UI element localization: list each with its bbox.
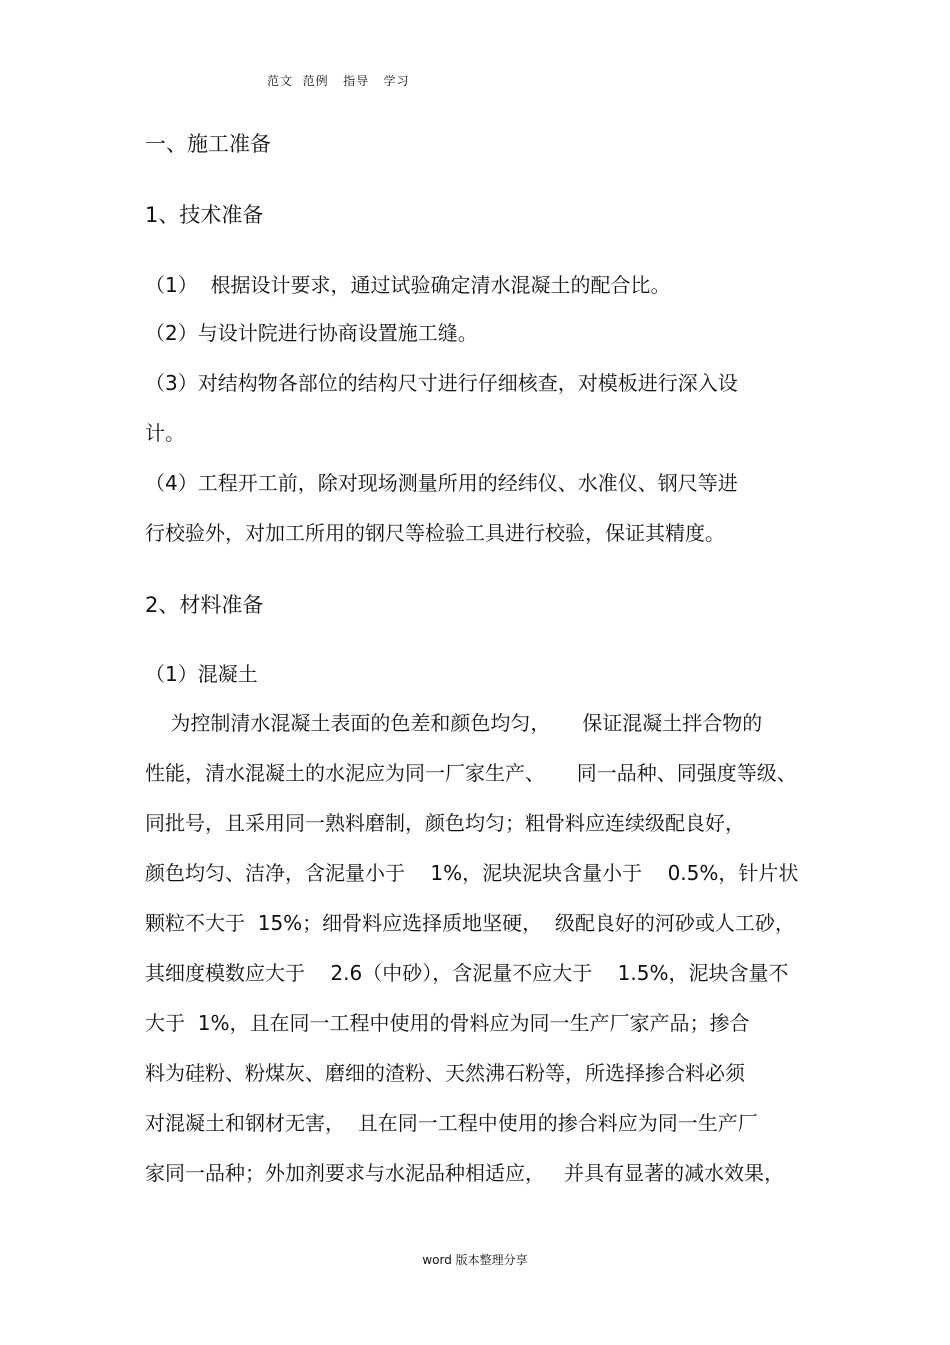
page-header: 范文 范例 指导 学习 [267,74,410,88]
paragraph-line: 为控制清水混凝土表面的色差和颜色均匀， 保证混凝土拌合物的 [145,711,763,735]
section-title: 一、施工准备 [145,132,271,156]
paragraph-line: 大于 1%，且在同一工程中使用的骨料应为同一生产厂家产品；掺合 [145,1011,750,1035]
paragraph-line: 性能，清水混凝土的水泥应为同一厂家生产、 同一品种、同强度等级、 [145,761,797,785]
paragraph-line: 颗粒不大于 15%；细骨料应选择质地坚硬， 级配良好的河砂或人工砂， [145,911,795,935]
page-footer: word 版本整理分享 [422,1253,528,1267]
paragraph-line: 对混凝土和钢材无害， 且在同一工程中使用的掺合料应为同一生产厂 [145,1111,758,1135]
paragraph-line: 料为硅粉、粉煤灰、磨细的渣粉、天然沸石粉等，所选择掺合料必须 [145,1061,745,1085]
paragraph-line: 家同一品种；外加剂要求与水泥品种相适应， 并具有显著的减水效果， [145,1161,785,1185]
paragraph-line: 其细度模数应大于 2.6（中砂），含泥量不应大于 1.5%，泥块含量不 [145,961,789,985]
subsection-title-tech: 1、技术准备 [145,203,264,227]
paragraph-line: 同批号，且采用同一熟料磨制，颜色均匀；粗骨料应连续级配良好， [145,811,745,835]
tech-item-3: （3）对结构物各部位的结构尺寸进行仔细核查，对模板进行深入设 [145,371,738,395]
tech-item-2: （2）与设计院进行协商设置施工缝。 [145,321,478,345]
tech-item-4: （4）工程开工前，除对现场测量所用的经纬仪、水准仪、钢尺等进 [145,471,738,495]
concrete-title: （1）混凝土 [145,662,258,686]
tech-item-3-cont: 计。 [145,421,185,445]
paragraph-line: 颜色均匀、洁净，含泥量小于 1%，泥块泥块含量小于 0.5%，针片状 [145,861,799,885]
subsection-title-material: 2、材料准备 [145,593,264,617]
tech-item-1: （1） 根据设计要求，通过试验确定清水混凝土的配合比。 [145,273,671,297]
tech-item-4-cont: 行校验外，对加工所用的钢尺等检验工具进行校验，保证其精度。 [145,521,725,545]
